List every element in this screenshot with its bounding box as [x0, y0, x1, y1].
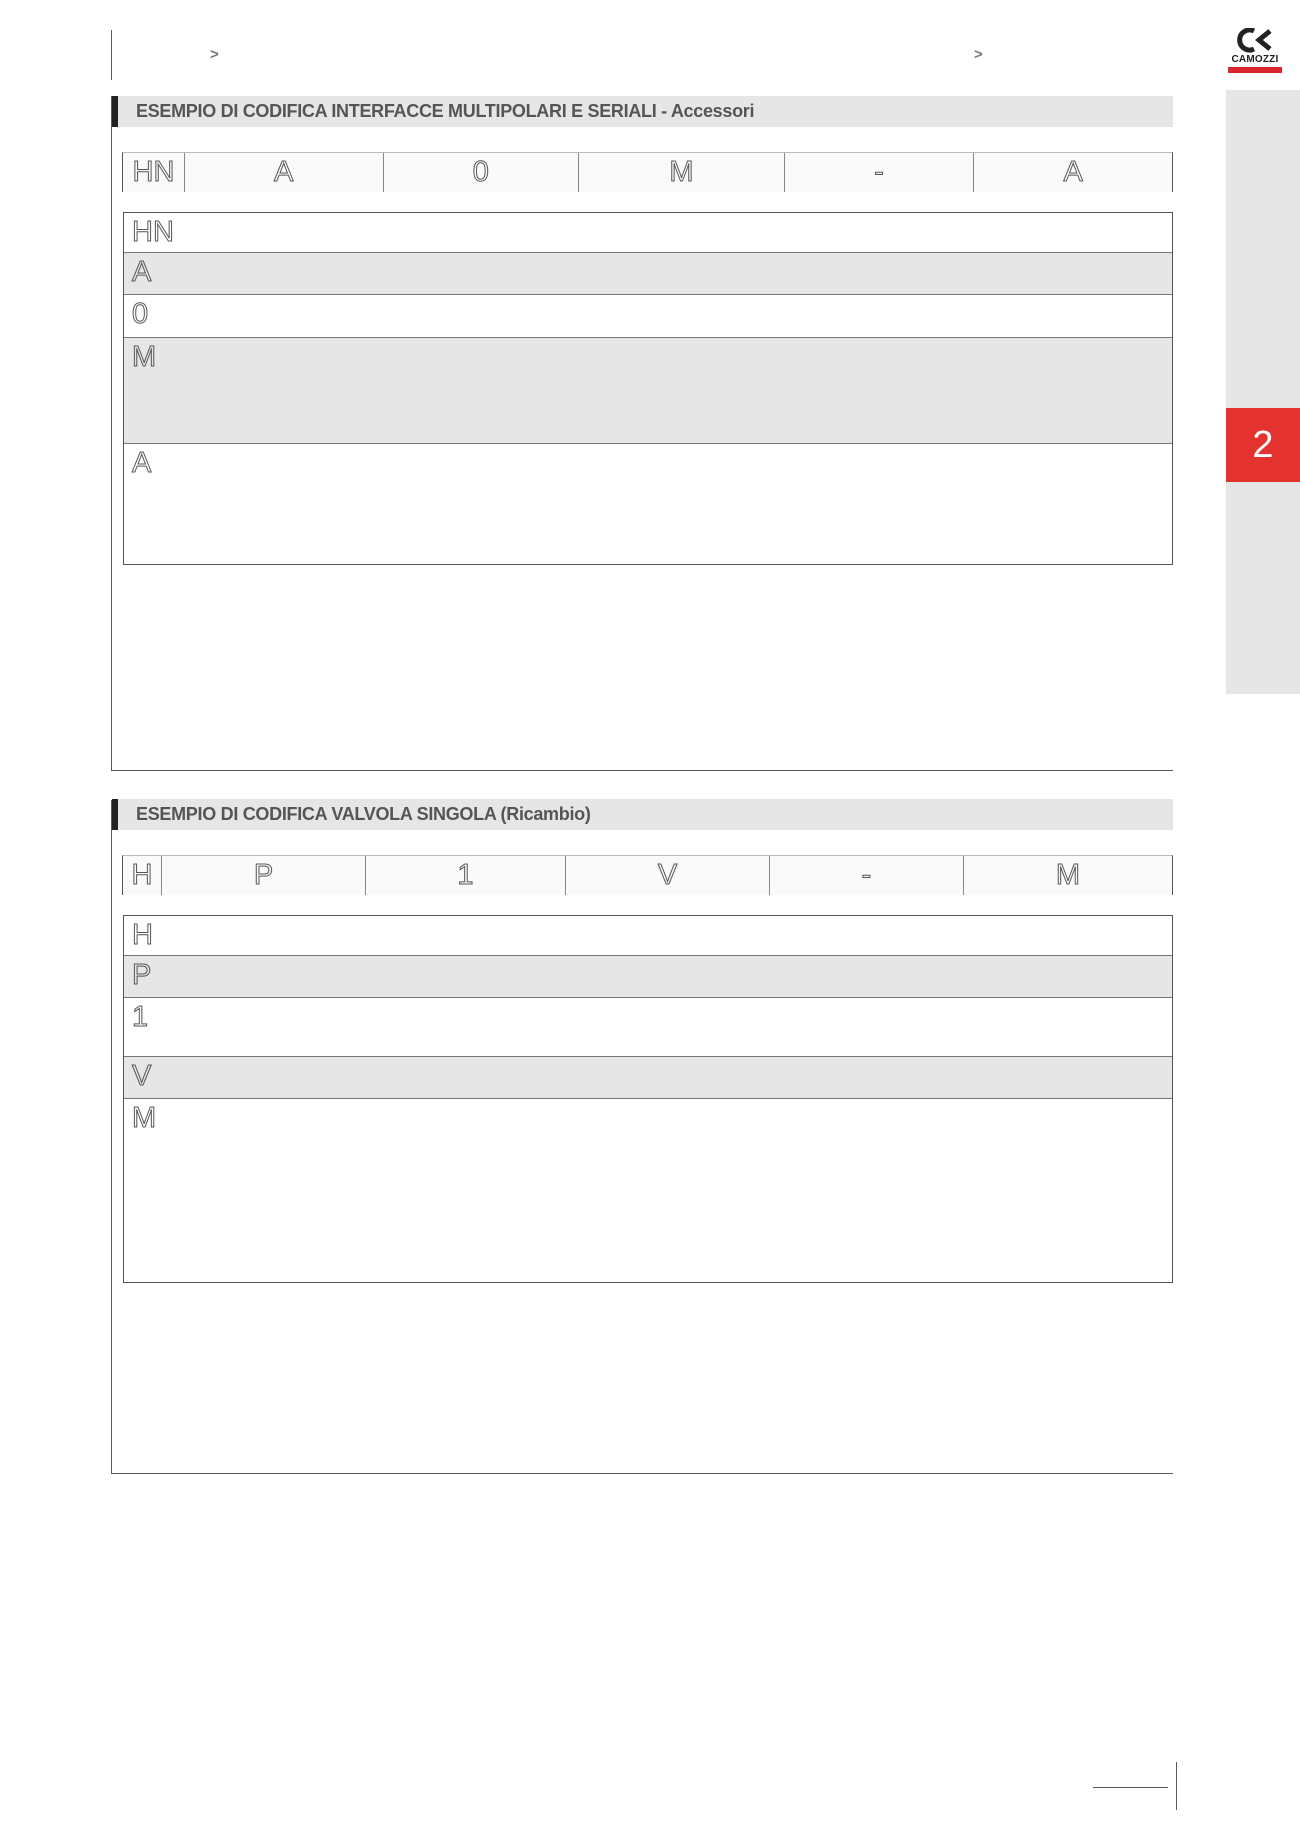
section1-definition-table — [123, 212, 1173, 565]
section2-title: ESEMPIO DI CODIFICA VALVOLA SINGOLA (Ricambio) — [112, 799, 1173, 830]
section1-bottom-rule — [111, 770, 1173, 771]
section2-code-cell-6: M — [964, 856, 1172, 895]
section2-bottom-rule — [111, 1473, 1173, 1474]
section1-definition-key: A — [132, 447, 152, 479]
section2-code-cell-5: - — [770, 856, 964, 895]
brand-name: CAMOZZI — [1231, 54, 1279, 65]
section1-definition-key: HN — [132, 216, 174, 248]
page-number-divider — [1176, 1762, 1177, 1810]
section2-code-cell-4: V — [566, 856, 770, 895]
section1-code-cell-2: A — [185, 153, 384, 192]
section2-definition-key: M — [132, 1102, 157, 1134]
section2-code-cell-1: H — [123, 856, 162, 895]
section2-definition-row — [124, 956, 1172, 998]
section2-code-row — [122, 855, 1173, 895]
section1-definition-row — [124, 444, 1172, 564]
section2-definition-row — [124, 916, 1172, 956]
section1-definition-key: A — [132, 256, 152, 288]
section1-definition-row — [124, 338, 1172, 444]
section1-code-cell-4: M — [579, 153, 785, 192]
section1-definition-row — [124, 295, 1172, 338]
breadcrumb-separator-left: > — [210, 46, 219, 63]
section2-definition-key: 1 — [132, 1001, 149, 1033]
camozzi-ck-logo-icon — [1226, 28, 1284, 54]
chapter-tab[interactable]: 2 — [1226, 408, 1300, 482]
section1-code-cell-3: 0 — [384, 153, 580, 192]
side-panel — [1226, 90, 1300, 694]
section2-definition-row — [124, 998, 1172, 1057]
camozzi-logo — [1226, 28, 1284, 74]
section1-definition-key: 0 — [132, 298, 149, 330]
section1-code-cell-6: A — [974, 153, 1172, 192]
section1-code-cell-1: HN — [123, 153, 185, 192]
section1-definition-row — [124, 253, 1172, 295]
section1-definition-key: M — [132, 341, 157, 373]
section2-definition-key: P — [132, 959, 152, 991]
section1-title: ESEMPIO DI CODIFICA INTERFACCE MULTIPOLARI E SERIALI - Accessori — [112, 96, 1173, 127]
section1-left-rule — [111, 96, 112, 770]
section2-definition-row — [124, 1099, 1172, 1282]
section2-left-rule — [111, 800, 112, 1473]
breadcrumb-separator-right: > — [974, 46, 983, 63]
section2-definition-key: H — [132, 919, 153, 951]
section2-code-cell-3: 1 — [366, 856, 566, 895]
section2-code-cell-2: P — [162, 856, 366, 895]
section1-definition-row — [124, 213, 1172, 253]
page-number-rule — [1093, 1787, 1168, 1788]
section2-definition-key: V — [132, 1060, 152, 1092]
section2-definition-row — [124, 1057, 1172, 1099]
brand-red-bar — [1228, 67, 1282, 73]
section1-code-row — [122, 152, 1173, 192]
header-left-rule — [111, 30, 112, 80]
section2-definition-table — [123, 915, 1173, 1283]
section1-code-cell-5: - — [785, 153, 975, 192]
